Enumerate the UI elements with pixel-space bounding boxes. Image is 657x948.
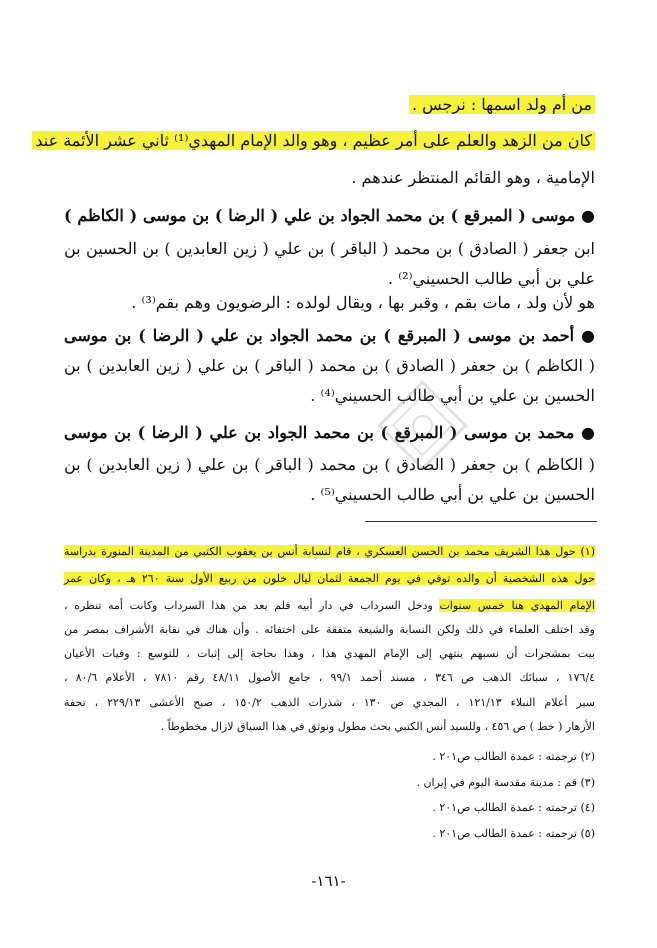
body-line-12: ( الكاظم ) بن جعفر ( الصادق ) بن محمد ( الباقر ) بن علي ( زين العابدين ) بن — [64, 455, 595, 474]
footnote-1-line-2 — [64, 570, 595, 590]
footnote-1-line-5: بيت بمشجرات أن نسبهم ينتهي إلى الإمام المهدي هذا ، وهذا بحاجة إلى إثبات ، للتوسع : وفيات الأعيان — [64, 647, 595, 660]
watermark-stamp-icon — [375, 378, 470, 473]
body-line-6: علي بن أبي طالب الحسيني⁽²⁾ . — [388, 269, 595, 288]
highlighted-text: من أم ولد اسمها : نرجس . — [409, 95, 595, 114]
highlighted-text: كان من الزهد والعلم على أمر عظيم ، وهو والد الإمام المهدي⁽¹⁾ ثاني عشر الأئمة عند — [32, 131, 595, 150]
body-line-3: الإمامية ، وهو القائم المنتظر عندهم . — [351, 168, 595, 187]
footnote-1-line-6: ١٧٦/٤ ، سبائك الذهب ص ٣٤٦ ، مسند أحمد ٩٩/١ ، جامع الأصول ٤٨/١١ رقم ٧٨١٠ ، الأعلام ٨٠/٦ ، — [64, 671, 595, 684]
footnote-1-line-3 — [64, 597, 595, 617]
body-line-5: ابن جعفر ( الصادق ) بن محمد ( الباقر ) بن علي ( زين العابدين ) بن الحسين بن — [64, 239, 595, 258]
footnote-4: (٤) ترجمته : عمدة الطالب ص٢٠١ . — [432, 801, 595, 814]
footnote-line-text: الإمام المهدي هنا خمس سنوات ودخل السرداب في دار أبيه فلم يعد من هذا السرداب وكانت أمه تنظره ، — [64, 599, 595, 612]
footnote-5: (٥) ترجمته : عمدة الطالب ص٢٠١ . — [432, 827, 595, 840]
highlighted-text: (١) حول هذا الشريف محمد بن الحسن العسكري ، قام لنسابة أنس بن يعقوب الكتبي من المدينة المنورة بدراسة — [64, 545, 595, 558]
body-line-9: ( الكاظم ) بن جعفر ( الصادق ) بن محمد ( الباقر ) بن علي ( زين العابدين ) بن — [64, 356, 595, 375]
highlighted-text: حول هذه الشخصية أن والده توفي في يوم الجمعة لثمان ليال خلون من ربيع الأول سنة ٢٦٠ هـ ، وكان عمر — [64, 572, 595, 585]
body-line-13: الحسين بن علي بن أبي طالب الحسيني⁽⁵⁾ . — [310, 485, 595, 504]
highlighted-text: الإمام المهدي هنا خمس سنوات — [439, 599, 595, 612]
entry-heading-musa: ● موسى ( المبرقع ) بن محمد الجواد بن علي ( الرضا ) بن موسى ( الكاظم ) — [64, 206, 595, 225]
footnote-1-line-8: الأزهار ( خط ) ص ٤٥٦ ، وللسيد أنس الكتبي بحث مطول ونوثق في هذا السياق لازال مخطوطاً . — [160, 720, 595, 733]
footnote-1-line-1 — [64, 543, 595, 563]
body-line-1 — [64, 92, 595, 120]
footnote-1-line-7: سير أعلام النبلاء ١٢١/١٣ ، المجدي ص ١٣٠ ، شذرات الذهب ١٥٠/٢ ، صبح الأعشى ٢٢٩/١٣ ، تحفة — [64, 696, 595, 709]
footnote-2: (٢) ترجمته : عمدة الطالب ص٢٠١ . — [432, 750, 595, 763]
footnote-1-line-4: وقد اختلف العلماء في ذلك ولكن النسابة والشيعة متفقة على اختفائه . وأن هناك في نقابة الأشراف بمصر من — [64, 623, 595, 636]
footnote-separator — [365, 521, 597, 522]
body-line-7: هو لأن ولد ، مات بقم ، وقبر بها ، ويقال لولده : الرضويون وهم بقم⁽³⁾ . — [131, 293, 595, 312]
body-line-10: الحسين بن علي بن أبي طالب الحسيني⁽⁴⁾ . — [310, 386, 595, 405]
body-line-2 — [35, 128, 595, 156]
entry-heading-ahmad: ● أحمد بن موسى ( المبرقع ) بن محمد الجواد بن علي ( الرضا ) بن موسى — [64, 326, 595, 345]
footnote-3: (٣) قم : مدينة مقدسة اليوم في إيران . — [416, 776, 595, 789]
page-number: -١٦١- — [311, 872, 346, 890]
entry-heading-muhammad: ● محمد بن موسى ( المبرقع ) بن محمد الجواد بن علي ( الرضا ) بن موسى — [64, 423, 595, 442]
